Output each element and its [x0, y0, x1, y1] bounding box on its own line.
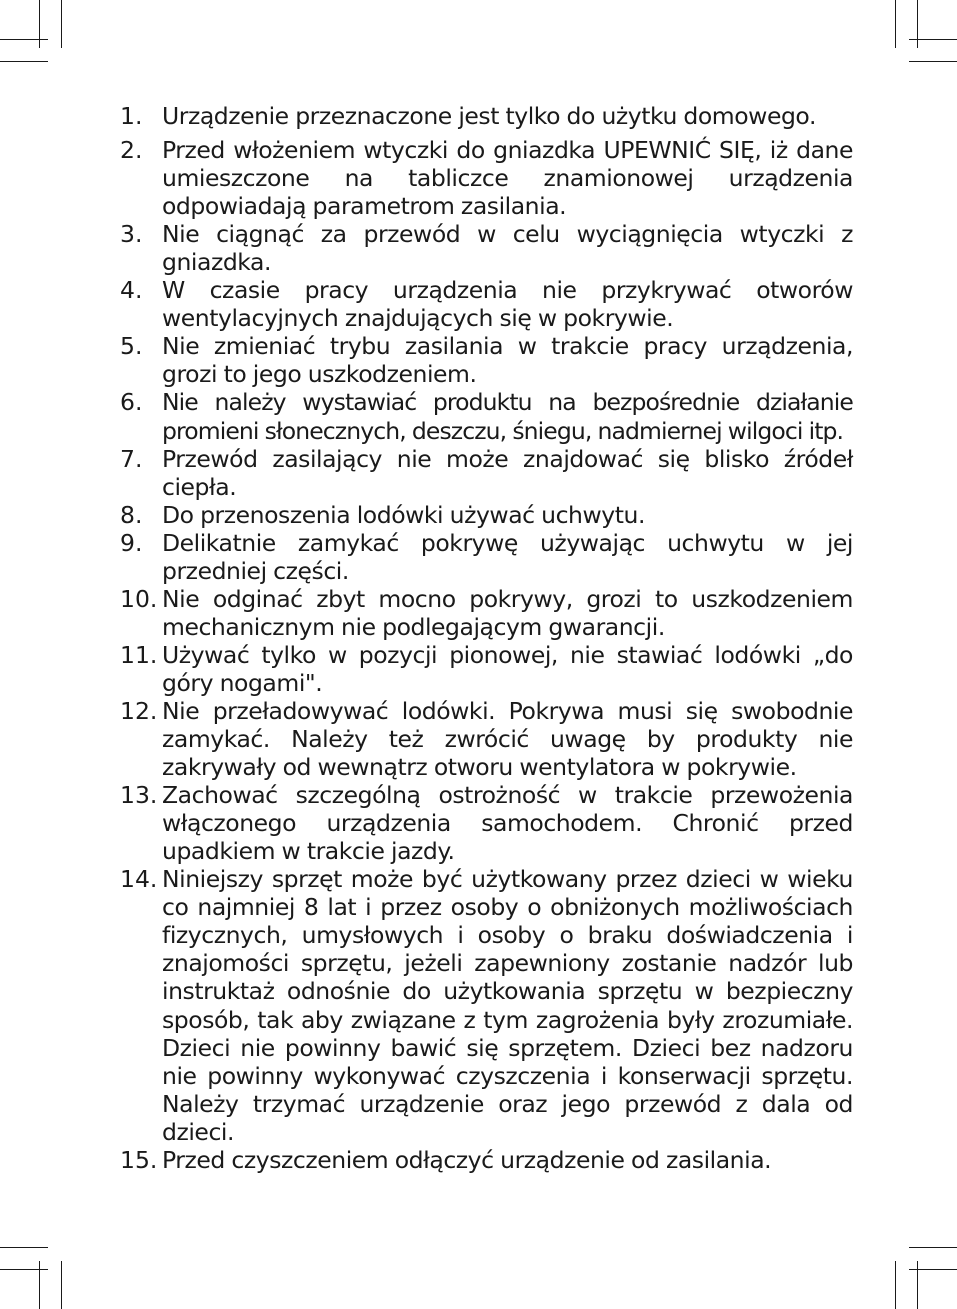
instruction-item-1 — [120, 102, 853, 130]
item-text: W czasie pracy urządzenia nie przykrywać otworów wentylacyjnych znajdujących się w pokrywie. — [162, 276, 853, 333]
item-text: Nie przeładowywać lodówki. Pokrywa musi się swobodnie zamykać. Należy też zwrócić uwagę by produkty nie zakrywały od wewnątrz otworu wentylatora w pokrywie. — [162, 696, 853, 782]
crop-mark — [0, 1247, 48, 1248]
item-number: 3. — [120, 220, 143, 249]
crop-mark — [895, 0, 896, 48]
item-number: 11. — [120, 640, 158, 669]
item-number: 9. — [120, 528, 143, 557]
crop-mark — [0, 61, 48, 62]
item-number: 13. — [120, 781, 158, 810]
instruction-item-3 — [120, 220, 853, 276]
instruction-item-6 — [120, 388, 853, 444]
item-number: 12. — [120, 696, 158, 725]
crop-mark — [39, 0, 40, 48]
crop-mark — [909, 39, 957, 40]
item-number: 14. — [120, 865, 158, 894]
item-number: 2. — [120, 136, 143, 165]
crop-mark — [0, 1269, 48, 1270]
crop-mark — [909, 61, 957, 62]
item-number: 1. — [120, 102, 143, 130]
item-text: Przed włożeniem wtyczki do gniazdka UPEWNIĆ SIĘ, iż dane umieszczone na tabliczce znamionowej urządzenia odpowiadają parametrom zasilania. — [162, 136, 853, 221]
item-text: Przewód zasilający nie może znajdować się blisko źródeł ciepła. — [162, 444, 853, 501]
safety-instructions-list — [120, 102, 853, 1174]
instruction-item-8 — [120, 501, 853, 529]
item-text: Do przenoszenia lodówki używać uchwytu. — [162, 500, 645, 529]
instruction-item-5 — [120, 332, 853, 388]
crop-mark — [61, 1261, 62, 1309]
instruction-item-4 — [120, 276, 853, 332]
crop-mark — [895, 1261, 896, 1309]
crop-mark — [909, 1247, 957, 1248]
instruction-item-9 — [120, 529, 853, 585]
crop-mark — [61, 0, 62, 48]
item-number: 4. — [120, 276, 143, 305]
item-text: Zachować szczególną ostrożność w trakcie przewożenia włączonego urządzenia samochodem. Chronić przed upadkiem w trakcie jazdy. — [162, 781, 853, 866]
crop-mark — [917, 0, 918, 48]
item-text: Nie należy wystawiać produktu na bezpośrednie działanie promieni słonecznych, deszczu, śniegu, nadmiernej wilgoci itp. — [162, 388, 853, 445]
item-number: 8. — [120, 500, 143, 529]
item-number: 5. — [120, 332, 143, 361]
instruction-item-14 — [120, 865, 853, 1145]
item-text: Nie odginać zbyt mocno pokrywy, grozi to uszkodzeniem mechanicznym nie podlegającym gwarancji. — [162, 584, 853, 641]
item-number: 10. — [120, 584, 158, 613]
item-number: 7. — [120, 444, 143, 473]
instruction-item-2 — [120, 136, 853, 220]
item-text: Używać tylko w pozycji pionowej, nie stawiać lodówki „do góry nogami". — [162, 640, 853, 697]
item-text: Nie ciągnąć za przewód w celu wyciągnięcia wtyczki z gniazdka. — [162, 220, 853, 277]
item-text: Przed czyszczeniem odłączyć urządzenie od zasilania. — [162, 1145, 772, 1174]
item-text: Urządzenie przeznaczone jest tylko do użytku domowego. — [162, 102, 816, 130]
instruction-item-7 — [120, 445, 853, 501]
item-text: Delikatnie zamykać pokrywę używając uchwytu w jej przedniej części. — [162, 528, 853, 585]
crop-mark — [0, 39, 48, 40]
item-text: Niniejszy sprzęt może być użytkowany przez dzieci w wieku co najmniej 8 lat i przez osoby o obniżonych możliwościach fizycznych, umysłowych i osoby o braku doświadczenia i znajomości sprzętu, jeżeli zapewniony zostanie nadzór lub instruktaż odnośnie do użytkowania sprzętu w bezpieczny sposób, tak aby związane z tym zagrożenia były zrozumiałe. Dzieci nie powinny bawić się sprzętem. Dzieci bez nadzoru nie powinny wykonywać czyszczenia i konserwacji sprzętu. Należy trzymać urządzenie oraz jego przewód z dala od dzieci. — [162, 865, 853, 1146]
item-text: Nie zmieniać trybu zasilania w trakcie pracy urządzenia, grozi to jego uszkodzeniem. — [162, 332, 853, 389]
item-number: 6. — [120, 388, 143, 417]
crop-mark — [909, 1269, 957, 1270]
item-number: 15. — [120, 1145, 158, 1174]
instruction-item-15 — [120, 1146, 853, 1174]
instruction-item-12 — [120, 697, 853, 781]
instruction-item-13 — [120, 781, 853, 865]
instruction-item-10 — [120, 585, 853, 641]
instruction-item-11 — [120, 641, 853, 697]
